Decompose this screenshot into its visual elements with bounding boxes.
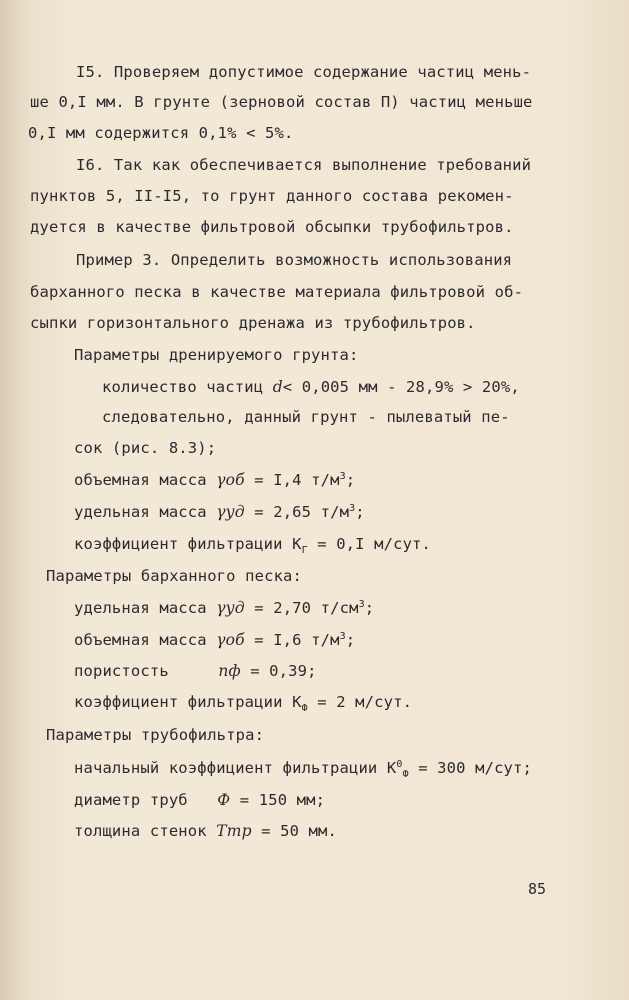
value: = I,4 т/м — [244, 471, 340, 489]
bulk-density-sand — [74, 630, 355, 650]
particle-count-label: количество частиц — [102, 378, 273, 396]
superscript: 3 — [358, 598, 365, 610]
specific-density-soil — [74, 502, 365, 522]
subscript: Ф — [402, 769, 409, 781]
superscript: 0 — [396, 758, 403, 770]
symbol-gamma-ob: γоб — [216, 631, 245, 649]
bulk-density-soil — [74, 470, 355, 490]
value: = 50 мм. — [251, 822, 337, 840]
symbol-t: Tтр — [216, 822, 252, 840]
punct: ; — [364, 599, 375, 617]
symbol-d: d — [272, 378, 283, 396]
initial-filtration-coef — [74, 758, 532, 781]
text-line-2: ше 0,I мм. В грунте (зерновой состав П) частиц меньше — [30, 93, 533, 111]
punct: ; — [345, 631, 356, 649]
particle-count-line — [102, 377, 520, 397]
porosity-sand — [74, 661, 317, 681]
value: = 300 м/сут; — [408, 759, 532, 777]
label: начальный коэффициент фильтрации К — [74, 759, 397, 777]
text-line-1: I5. Проверяем допустимое содержание частиц мень- — [76, 63, 532, 81]
label: коэффициент фильтрации К — [74, 535, 302, 553]
label: коэффициент фильтрации К — [74, 693, 302, 711]
text-line-12: следовательно, данный грунт - пылеватый пе- — [102, 408, 510, 426]
superscript: 3 — [339, 630, 346, 642]
subscript: Ф — [301, 703, 308, 715]
label: удельная масса — [74, 503, 217, 521]
wall-thickness — [74, 821, 337, 841]
value: = I,6 т/м — [244, 631, 340, 649]
value: = 2 м/сут. — [307, 693, 413, 711]
text-line-13: сок (рис. 8.3); — [74, 439, 217, 457]
label: толщина стенок — [74, 822, 217, 840]
text-line-3: 0,I мм содержится 0,1% < 5%. — [28, 124, 294, 142]
symbol-phi: Ф — [217, 791, 231, 809]
text-line-8: барханного песка в качестве материала фильтровой об- — [30, 283, 524, 301]
text-line-5: пунктов 5, II-I5, то грунт данного состава рекомен- — [30, 187, 514, 205]
superscript: 3 — [349, 502, 356, 514]
subscript: Г — [301, 545, 308, 557]
punct: ; — [345, 471, 356, 489]
superscript: 3 — [339, 470, 346, 482]
label: диаметр труб — [74, 791, 198, 809]
text-line-4: I6. Так как обеспечивается выполнение требований — [76, 156, 532, 174]
page-number: 85 — [528, 880, 547, 898]
value: = 150 мм; — [230, 791, 326, 809]
label: удельная масса — [74, 599, 217, 617]
section-heading-pipe: Параметры трубофильтра: — [46, 726, 265, 744]
pipe-diameter — [74, 790, 325, 810]
filtration-coef-soil — [74, 534, 432, 557]
text-line-6: дуется в качестве фильтровой обсыпки трубофильтров. — [30, 218, 514, 236]
symbol-gamma-ob: γоб — [216, 471, 245, 489]
text-line-9: сыпки горизонтального дренажа из трубофильтров. — [30, 314, 476, 332]
specific-density-sand — [74, 598, 374, 618]
label: объемная масса — [74, 471, 217, 489]
text-line-7: Пример 3. Определить возможность использования — [76, 251, 513, 269]
symbol-gamma-ud: γуд — [216, 503, 245, 521]
label: пористость — [74, 662, 179, 680]
punct: ; — [355, 503, 365, 521]
section-heading-soil: Параметры дренируемого грунта: — [74, 346, 359, 364]
value: = 2,70 т/см — [244, 599, 359, 617]
filtration-coef-sand — [74, 692, 413, 715]
value: = 2,65 т/м — [244, 503, 350, 521]
particle-count-value: < 0,005 мм - 28,9% > 20%, — [282, 378, 520, 396]
symbol-gamma-ud: γуд — [216, 599, 245, 617]
section-heading-sand: Параметры барханного песка: — [46, 567, 303, 585]
symbol-n: nф — [218, 662, 241, 680]
value: = 0,I м/сут. — [307, 535, 432, 553]
label: объемная масса — [74, 631, 217, 649]
value: = 0,39; — [240, 662, 317, 680]
